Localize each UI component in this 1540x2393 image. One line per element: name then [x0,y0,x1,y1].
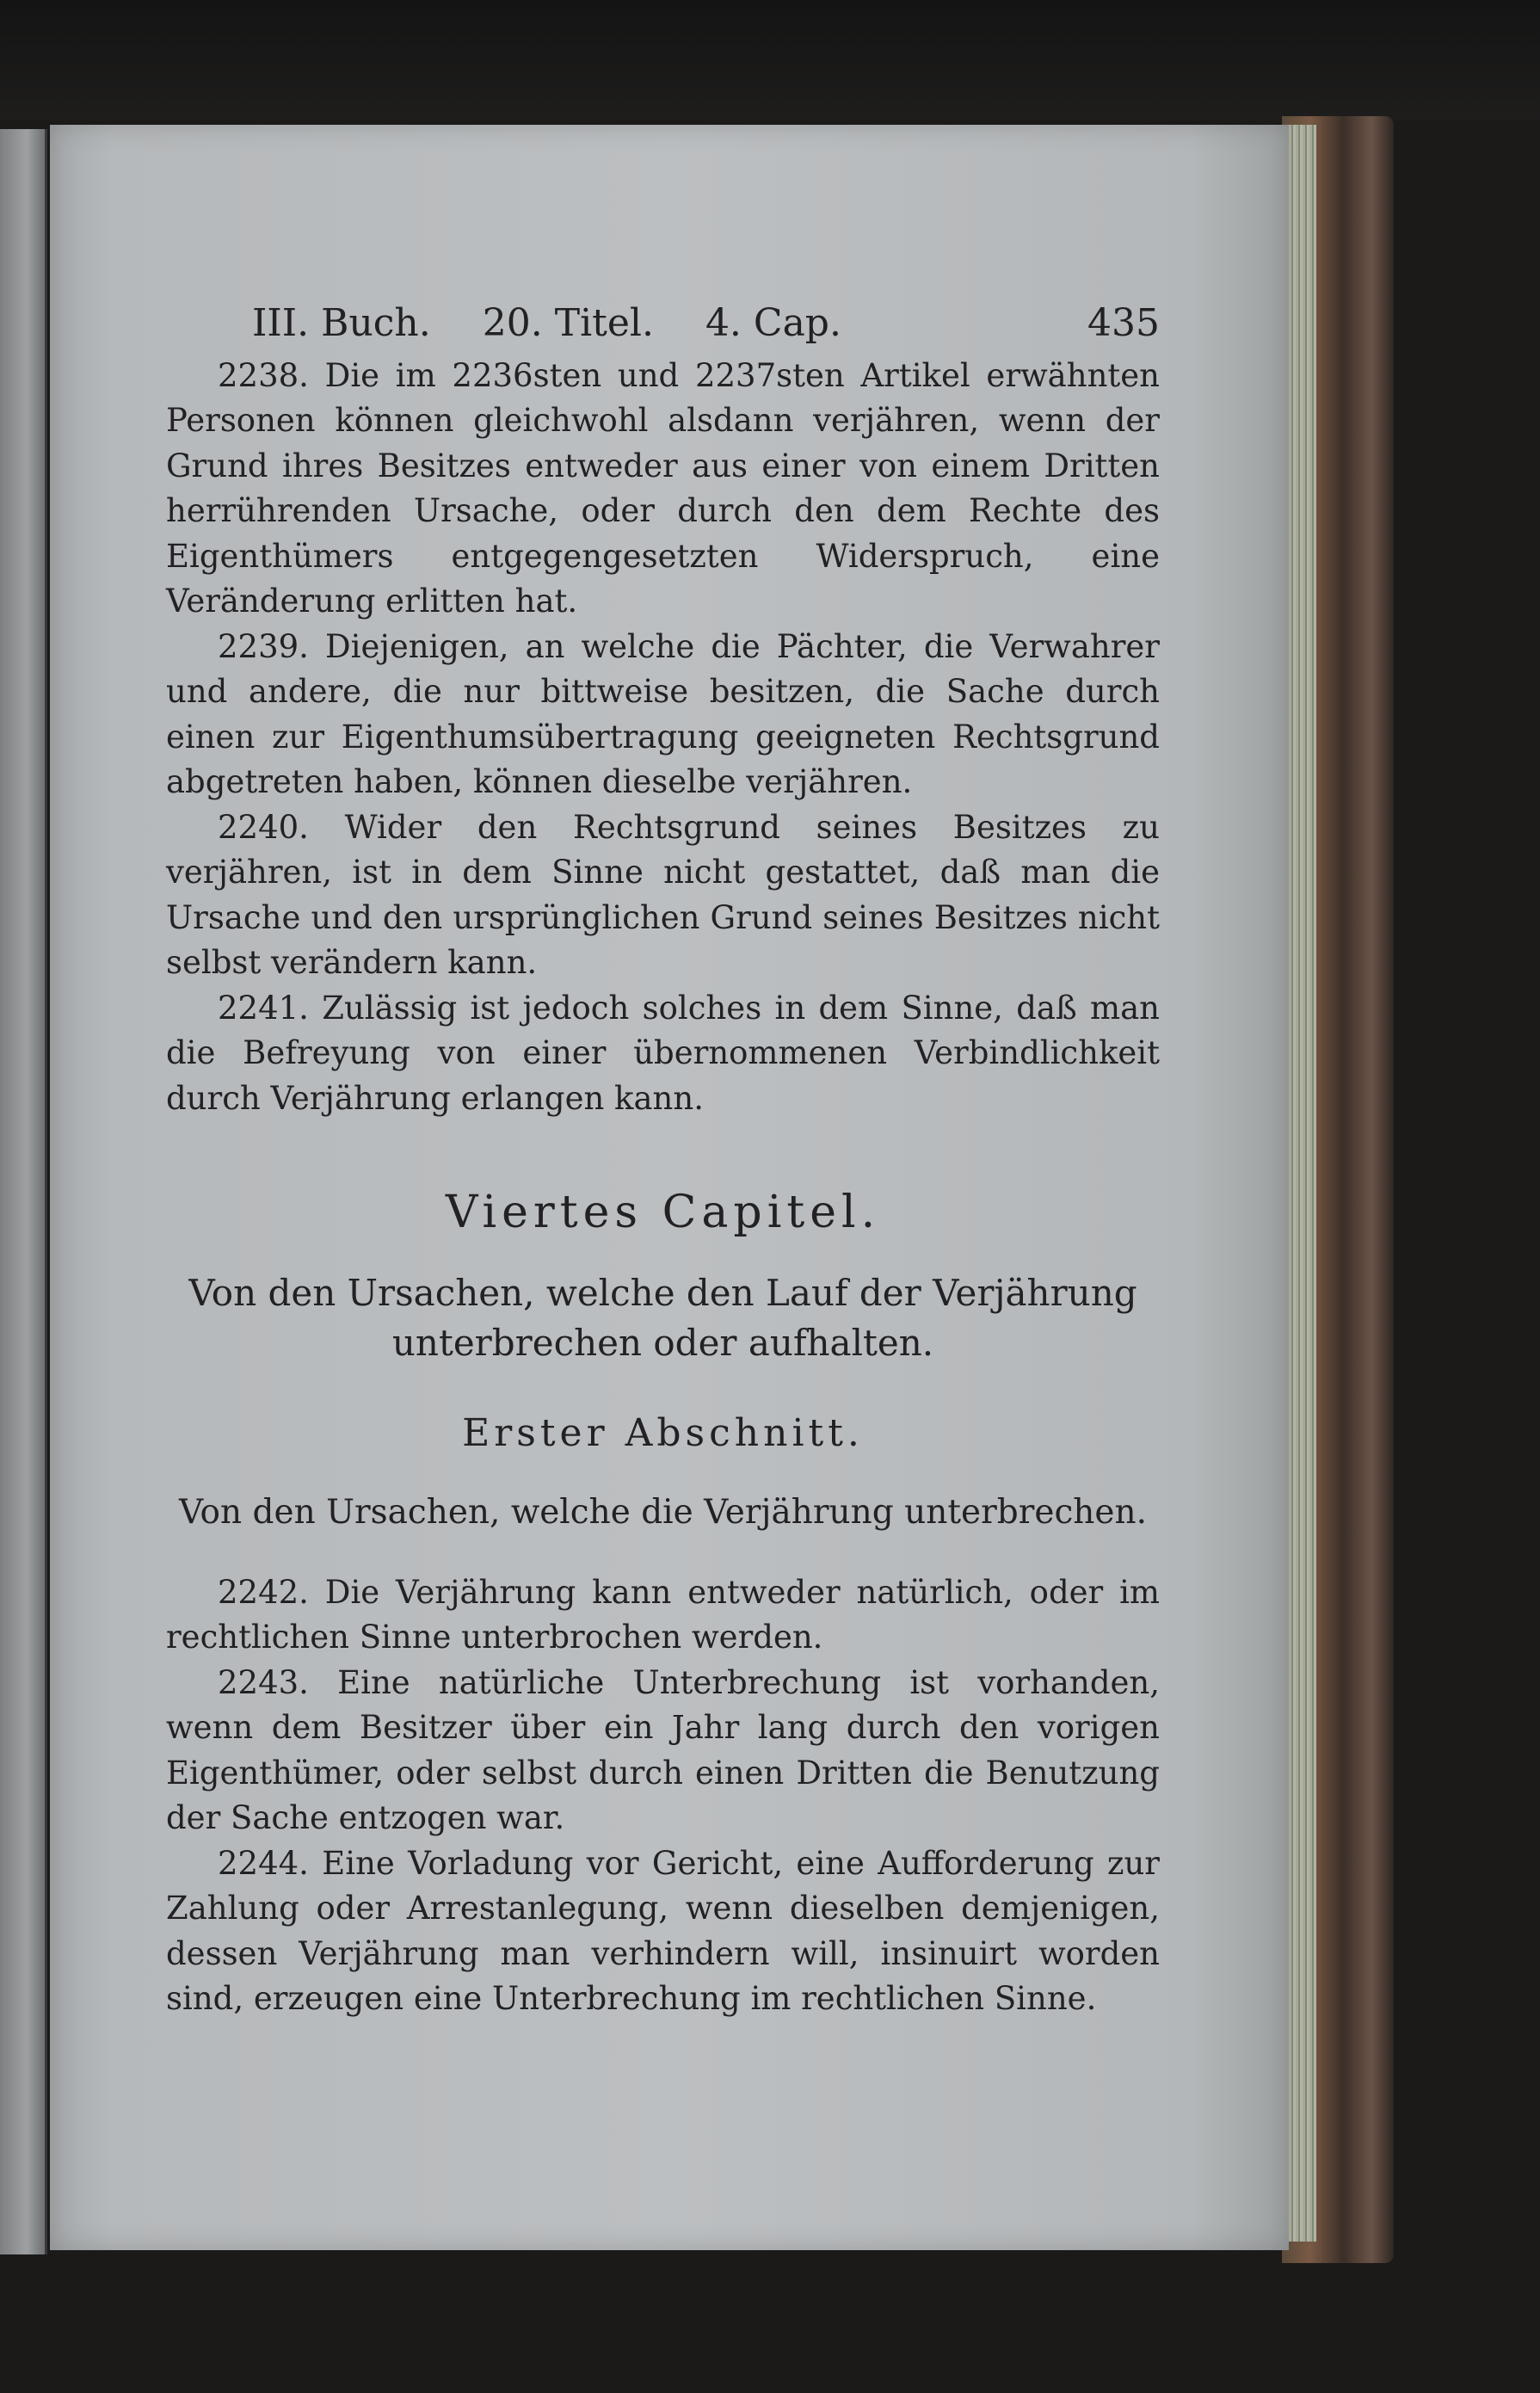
page-text [166,301,1160,2022]
chapter-title: Viertes Capitel. [445,1187,881,1238]
chapter-subtitle [166,1268,1160,1368]
previous-page-edge [0,129,47,2254]
chapter-subtitle-line2: unterbrechen oder aufhalten. [391,1321,934,1364]
background [0,0,1540,120]
article-2240: 2240. Wider den Rechtsgrund seines Besitzes zu verjähren, ist in dem Sinne nicht gestattet, daß man die Ursache und den ursprünglichen Grund seines Besitzes nicht selbst verändern kann. [166,808,1160,981]
article-2238: 2238. Die im 2236sten und 2237sten Artikel erwähnten Personen können gleichwohl alsdann verjähren, wenn der Grund ihres Besitzes entweder aus einer von einem Dritten herrührenden Ursache, oder durch den dem Rechte des Eigenthümers entgegengesetzten Widerspruch, eine Veränderung erlitten hat. [166,356,1160,620]
section-title: Erster Abschnitt. [462,1410,864,1455]
page-number: 435 [1087,301,1160,345]
article-2239: 2239. Diejenigen, an welche die Pächter, die Verwahrer und andere, die nur bittweise besitzen, die Sache durch einen zur Eigenthumsübertragung geeigneten Rechtsgrund abgetreten haben, können dieselbe verjähren. [166,627,1160,800]
article-2243: 2243. Eine natürliche Unterbrechung ist vorhanden, wenn dem Besitzer über ein Jahr lang durch den vorigen Eigenthümer, oder selbst durch einen Dritten die Benutzung der Sache entzogen war. [166,1663,1160,1836]
header-title: 20. Titel. [482,301,654,345]
header-book: III. Buch. [252,301,431,345]
article-2242: 2242. Die Verjährung kann entweder natürlich, oder im rechtlichen Sinne unterbrochen werden. [166,1573,1160,1656]
book-page [50,125,1289,2250]
article-2244: 2244. Eine Vorladung vor Gericht, eine Aufforderung zur Zahlung oder Arrestanlegung, wenn dieselben demjenigen, dessen Verjährung man verhindern will, insinuirt worden sind, erzeugen eine Unterbrechung im rechtlichen Sinne. [166,1844,1160,2017]
chapter-subtitle-line1: Von den Ursachen, welche den Lauf der Verjährung [188,1271,1137,1314]
section-subtitle: Von den Ursachen, welche die Verjährung unterbrechen. [178,1493,1148,1532]
article-2241: 2241. Zulässig ist jedoch solches in dem Sinne, daß man die Befreyung von einer übernommenen Verbindlichkeit durch Verjährung erlangen kann. [166,989,1160,1117]
running-header [166,301,1160,347]
header-chapter: 4. Cap. [705,301,841,345]
